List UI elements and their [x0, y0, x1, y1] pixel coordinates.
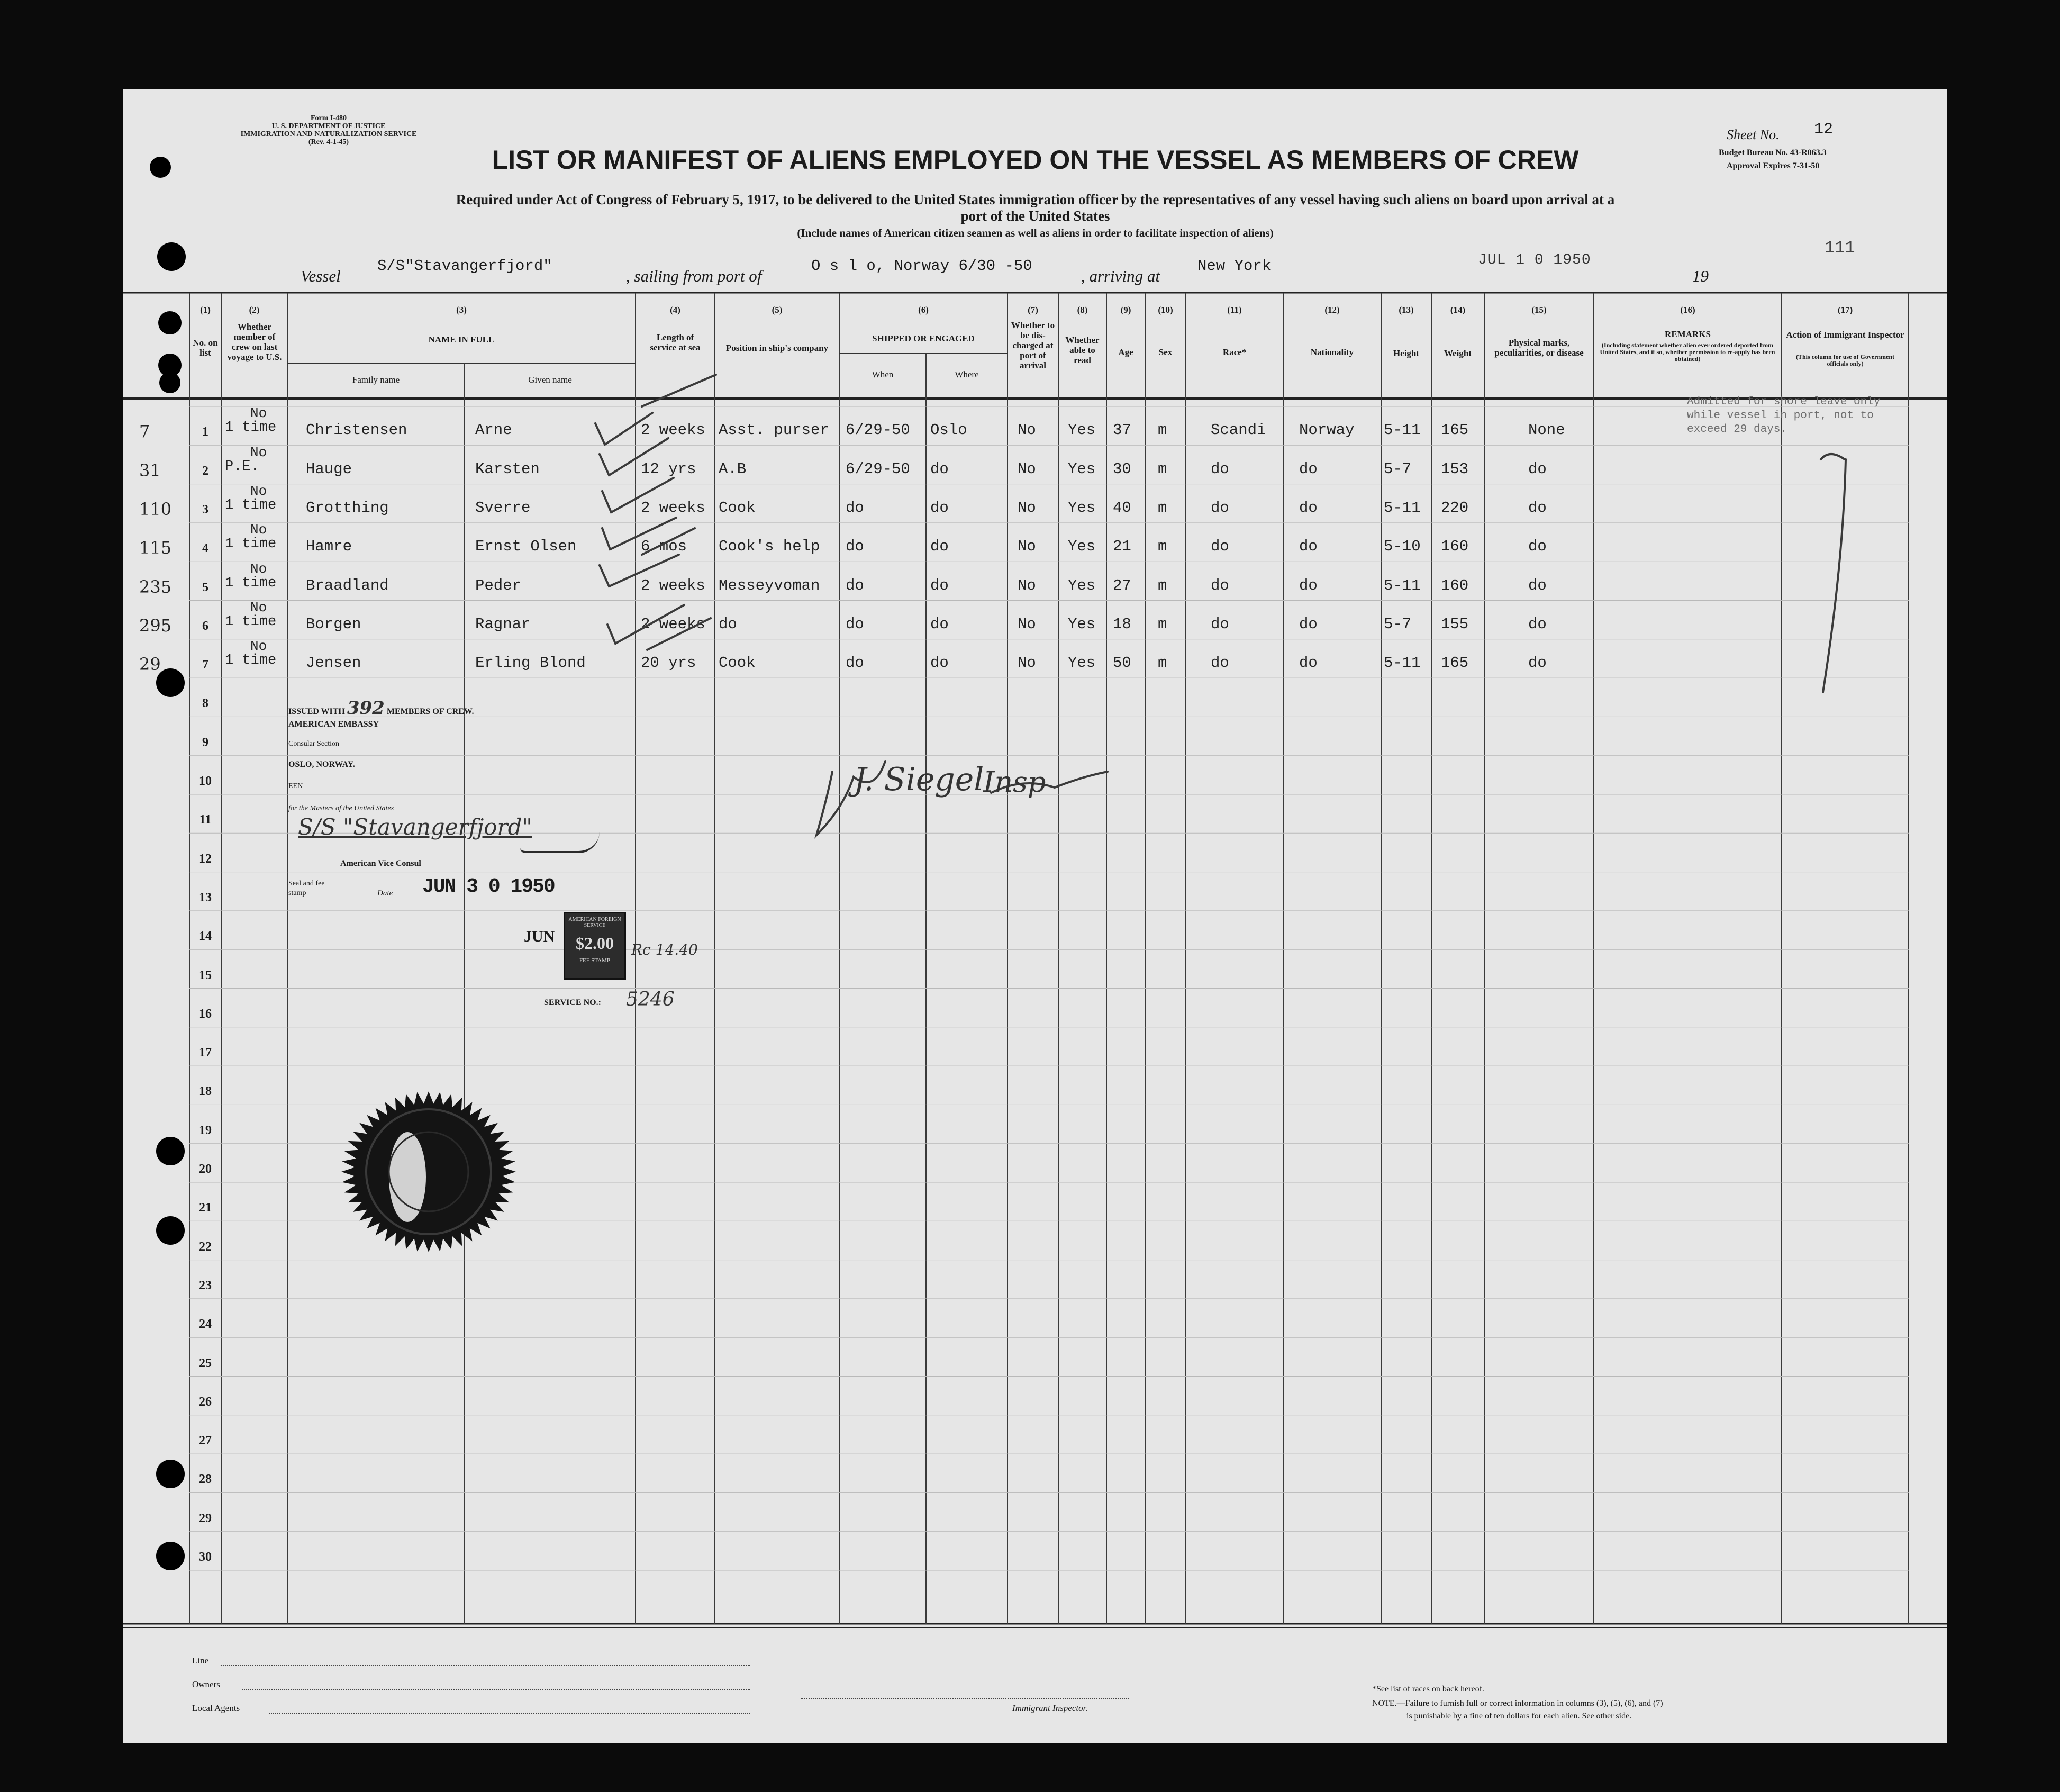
sex-cell: m [1158, 460, 1167, 478]
prev-voyage-line1: No [250, 483, 267, 499]
col17-number: (17) [1837, 305, 1853, 315]
position-cell: Asst. purser [719, 421, 829, 439]
shipped-when-cell: do [846, 654, 864, 672]
prev-voyage-line1: No [250, 444, 267, 460]
footer-owners-label: Owners [192, 1679, 220, 1689]
form-service: IMMIGRATION AND NATURALIZATION SERVICE [240, 130, 417, 138]
service-length-cell: 20 yrs [641, 654, 696, 672]
sex-cell: m [1158, 576, 1167, 594]
page-title: LIST OR MANIFEST OF ALIENS EMPLOYED ON THE VESSEL AS MEMBERS OF CREW [492, 145, 1579, 175]
row-number: 27 [199, 1434, 212, 1448]
discharged-cell: No [1018, 576, 1036, 594]
shipped-when-cell: do [846, 615, 864, 633]
row-number: 12 [199, 852, 212, 866]
weight-cell: 153 [1441, 460, 1469, 478]
age-cell: 18 [1113, 615, 1131, 633]
service-length-cell: 12 yrs [641, 460, 696, 478]
sheet-number: 12 [1814, 121, 1834, 139]
age-cell: 30 [1113, 460, 1131, 478]
col16-number: (16) [1680, 305, 1695, 315]
given-name-cell: Arne [475, 421, 512, 439]
weight-cell: 160 [1441, 576, 1469, 594]
nationality-cell: do [1299, 654, 1318, 672]
consular-section: Consular Section [288, 740, 340, 748]
col6-header: SHIPPED OR ENGAGED [872, 333, 975, 343]
row-number: 29 [199, 1511, 212, 1525]
form-revision: (Rev. 4-1-45) [308, 138, 349, 146]
consular-fragment: EEN [288, 782, 303, 790]
col10-number: (10) [1158, 305, 1173, 315]
nationality-cell: do [1299, 576, 1318, 594]
row-number: 28 [199, 1472, 212, 1487]
shipped-where-cell: do [930, 654, 949, 672]
consular-issued-text: ISSUED WITH [288, 707, 345, 716]
sheet-label: Sheet No. [1727, 127, 1780, 142]
col1-number: (1) [200, 305, 211, 315]
row-number: 18 [199, 1084, 212, 1099]
discharged-cell: No [1018, 421, 1036, 439]
physical-marks-cell: do [1528, 615, 1547, 633]
form-number: Form I-480 [310, 114, 347, 122]
sex-cell: m [1158, 654, 1167, 672]
margin-number: 7 [139, 421, 150, 442]
nationality-cell: do [1299, 615, 1318, 633]
weight-cell: 160 [1441, 538, 1469, 556]
col15-number: (15) [1531, 305, 1547, 315]
col14-number: (14) [1450, 305, 1466, 315]
row-number: 30 [199, 1550, 212, 1564]
footer-line-label: Line [192, 1655, 209, 1666]
row-number: 9 [202, 735, 208, 749]
family-name-cell: Jensen [306, 654, 361, 672]
col6-where-header: Where [955, 369, 979, 379]
position-cell: Cook's help [719, 538, 820, 556]
consular-embassy: AMERICAN EMBASSY [288, 720, 379, 729]
fee-stamp-bottom: FEE STAMP [579, 957, 611, 964]
col11-number: (11) [1227, 305, 1242, 315]
year-label: 19 [1692, 267, 1709, 285]
row-number: 25 [199, 1356, 212, 1370]
inspector-signature: J. Siegel [854, 761, 984, 798]
height-cell: 5-11 [1384, 576, 1421, 594]
col5-number: (5) [772, 305, 783, 315]
position-cell: Cook [719, 499, 756, 517]
subtitle-line2: port of the United States [960, 208, 1110, 224]
consular-city: OSLO, NORWAY. [288, 760, 355, 769]
can-read-cell: Yes [1068, 654, 1096, 672]
prev-voyage-line1: No [250, 560, 267, 577]
margin-number: 235 [139, 576, 172, 597]
col5-header: Position in ship's company [725, 343, 829, 353]
weight-cell: 165 [1441, 421, 1469, 439]
prev-voyage-line2: 1 time [225, 497, 277, 513]
col3-number: (3) [456, 305, 467, 315]
race-cell: Scandi [1211, 421, 1266, 439]
height-cell: 5-11 [1384, 654, 1421, 672]
remarks-stamp-line3: exceed 29 days. [1687, 423, 1787, 436]
service-number-label: SERVICE NO.: [544, 998, 601, 1007]
discharged-cell: No [1018, 615, 1036, 633]
service-length-cell: 6 mos [641, 538, 687, 556]
margin-number: 29 [139, 654, 161, 675]
col13-header: Height [1393, 348, 1420, 358]
col9-header: Age [1118, 347, 1133, 357]
position-cell: do [719, 615, 737, 633]
consular-masters: for the Masters of the United States [288, 804, 394, 812]
physical-marks-cell: do [1528, 460, 1547, 478]
weight-cell: 155 [1441, 615, 1469, 633]
remarks-stamp-line1: Admitted for shore leave only [1687, 396, 1881, 408]
footer-races-note: *See list of races on back hereof. [1372, 1685, 1484, 1694]
family-name-cell: Hamre [306, 538, 352, 556]
shipped-when-cell: do [846, 538, 864, 556]
footer-note-text: —Failure to furnish full or correct information in columns (3), (5), (6), and (7) [1396, 1699, 1663, 1708]
race-cell: do [1211, 538, 1229, 556]
inspector-signature-field [801, 1698, 1129, 1699]
subtitle-line1: Required under Act of Congress of February 5, 1917, to be delivered to the United States immigration officer by the representatives of any vessel having such aliens on board upon arrival at a [456, 192, 1615, 207]
consul-title: American Vice Consul [340, 859, 421, 868]
height-cell: 5-7 [1384, 460, 1412, 478]
margin-number: 110 [139, 499, 172, 519]
row-number: 17 [199, 1046, 212, 1060]
height-cell: 5-7 [1384, 615, 1412, 633]
shipped-when-cell: 6/29-50 [846, 421, 910, 439]
physical-marks-cell: do [1528, 576, 1547, 594]
budget-bureau: Budget Bureau No. 43-R063.3 [1719, 148, 1827, 157]
col1-header: No. on list [193, 338, 218, 358]
col13-number: (13) [1399, 305, 1414, 315]
family-name-cell: Braadland [306, 576, 389, 594]
shipped-where-cell: Oslo [930, 421, 967, 439]
col12-number: (12) [1324, 305, 1340, 315]
footer-owners-field [242, 1689, 750, 1690]
row-number: 6 [202, 619, 208, 633]
col11-header: Race* [1222, 347, 1247, 357]
consular-crew-count: 392 [347, 698, 385, 719]
prev-voyage-line2: P.E. [225, 458, 259, 475]
family-name-cell: Christensen [306, 421, 407, 439]
row-number: 8 [202, 696, 208, 711]
col2-number: (2) [249, 305, 260, 315]
row-number: 19 [199, 1123, 212, 1137]
consular-date-label: Date [377, 889, 393, 898]
discharged-cell: No [1018, 538, 1036, 556]
consular-line1 [288, 698, 474, 719]
sex-cell: m [1158, 499, 1167, 517]
shipped-where-cell: do [930, 499, 949, 517]
given-name-cell: Peder [475, 576, 522, 594]
row-number: 13 [199, 890, 212, 904]
consular-date: JUN 3 0 1950 [422, 875, 555, 898]
consul-signature-mark [520, 825, 600, 853]
consular-members-text: MEMBERS OF CREW. [386, 707, 474, 716]
prev-voyage-line1: No [250, 405, 267, 422]
col4-number: (4) [670, 305, 680, 315]
service-length-cell: 2 weeks [641, 421, 705, 439]
family-name-cell: Hauge [306, 460, 352, 478]
height-cell: 5-11 [1384, 421, 1421, 439]
sex-cell: m [1158, 421, 1167, 439]
shipped-when-cell: do [846, 576, 864, 594]
prev-voyage-line2: 1 time [225, 653, 277, 669]
service-length-cell: 2 weeks [641, 576, 705, 594]
row-number: 23 [199, 1278, 212, 1292]
col16-header: REMARKS [1665, 329, 1711, 339]
position-cell: Cook [719, 654, 756, 672]
footer-inspector-label: Immigrant Inspector. [1012, 1703, 1088, 1713]
departure-port: O s l o, Norway 6/30 -50 [811, 257, 1032, 275]
given-name-cell: Ernst Olsen [475, 538, 577, 556]
manifest-page [123, 89, 1947, 1743]
consular-vessel-handwritten: S/S "Stavangerfjord" [298, 814, 532, 840]
fee-stamp-prefix: JUN [524, 928, 555, 945]
form-department: U. S. DEPARTMENT OF JUSTICE [271, 122, 386, 130]
height-cell: 5-10 [1384, 538, 1421, 556]
col3-header: NAME IN FULL [428, 334, 495, 345]
row-number: 22 [199, 1239, 212, 1254]
row-number: 1 [202, 425, 208, 439]
prev-voyage-line1: No [250, 599, 267, 616]
shipped-where-cell: do [930, 538, 949, 556]
form-grid [123, 89, 1947, 1743]
age-cell: 21 [1113, 538, 1131, 556]
col7-number: (7) [1028, 305, 1038, 315]
arrival-port: New York [1197, 257, 1272, 275]
nationality-cell: Norway [1299, 421, 1355, 439]
col15-header: Physical marks, peculiarities, or disease [1494, 338, 1584, 358]
given-name-cell: Sverre [475, 499, 531, 517]
age-cell: 50 [1113, 654, 1131, 672]
shipped-when-cell: 6/29-50 [846, 460, 910, 478]
vessel-name: S/S"Stavangerfjord" [377, 257, 552, 275]
row-number: 3 [202, 502, 208, 517]
can-read-cell: Yes [1068, 576, 1096, 594]
fee-stamp [564, 912, 626, 980]
position-cell: A.B [719, 460, 747, 478]
physical-marks-cell: do [1528, 654, 1547, 672]
footer-note-label: NOTE. [1372, 1699, 1397, 1708]
shipped-when-cell: do [846, 499, 864, 517]
row-number: 20 [199, 1162, 212, 1176]
footer-line-field [221, 1665, 750, 1666]
footer-note-line2: is punishable by a fine of ten dollars for each alien. See other side. [1406, 1712, 1632, 1721]
age-cell: 37 [1113, 421, 1131, 439]
fee-stamp-top: AMERICAN FOREIGN SERVICE [568, 917, 621, 928]
corner-mark: 111 [1825, 238, 1855, 258]
shipped-where-cell: do [930, 576, 949, 594]
inspector-initials: Insp [983, 765, 1046, 799]
prev-voyage-line2: 1 time [225, 536, 277, 553]
sailing-label: , sailing from port of [626, 267, 762, 285]
height-cell: 5-11 [1384, 499, 1421, 517]
shipped-where-cell: do [930, 460, 949, 478]
row-number: 11 [199, 813, 212, 827]
vessel-label: Vessel [301, 267, 341, 285]
col8-number: (8) [1077, 305, 1088, 315]
col10-header: Sex [1158, 347, 1173, 357]
family-name-cell: Borgen [306, 615, 361, 633]
race-cell: do [1211, 499, 1229, 517]
race-cell: do [1211, 460, 1229, 478]
col4-header: Length of service at sea [650, 332, 701, 352]
fee-stamp-value: $2.00 [576, 934, 614, 953]
nationality-cell: do [1299, 538, 1318, 556]
service-number: 5246 [626, 989, 675, 1010]
can-read-cell: Yes [1068, 460, 1096, 478]
row-number: 2 [202, 464, 208, 478]
given-name-cell: Ragnar [475, 615, 531, 633]
col17-header: Action of Immigrant Inspector [1786, 330, 1904, 340]
footer-agents-field [269, 1713, 750, 1714]
row-number: 5 [202, 580, 208, 594]
row-number: 10 [199, 774, 212, 788]
prev-voyage-line1: No [250, 638, 267, 655]
footer-note-line1 [1372, 1699, 1663, 1708]
discharged-cell: No [1018, 654, 1036, 672]
margin-number: 31 [139, 460, 161, 481]
can-read-cell: Yes [1068, 421, 1096, 439]
sex-cell: m [1158, 538, 1167, 556]
prev-voyage-line1: No [250, 522, 267, 538]
col9-number: (9) [1120, 305, 1131, 315]
family-name-cell: Grotthing [306, 499, 389, 517]
row-number: 21 [199, 1201, 212, 1215]
col8-header: Whether able to read [1065, 335, 1100, 365]
col2-header: Whether member of crew on last voyage to U.S. [227, 322, 282, 362]
weight-cell: 220 [1441, 499, 1469, 517]
col6-when-header: When [872, 369, 894, 379]
physical-marks-cell: do [1528, 538, 1547, 556]
margin-number: 295 [139, 615, 172, 636]
can-read-cell: Yes [1068, 615, 1096, 633]
subtitle-line3: (Include names of American citizen seamen as well as aliens in order to facilitate inspection of aliens) [797, 227, 1274, 239]
col12-header: Nationality [1310, 347, 1354, 357]
age-cell: 40 [1113, 499, 1131, 517]
col3-family-header: Family name [352, 375, 400, 385]
row-number: 15 [199, 968, 212, 982]
prev-voyage-line2: 1 time [225, 420, 277, 436]
col3-given-header: Given name [528, 375, 572, 385]
service-length-cell: 2 weeks [641, 499, 705, 517]
nationality-cell: do [1299, 460, 1318, 478]
service-length-cell: 2 weeks [641, 615, 705, 633]
prev-voyage-line2: 1 time [225, 613, 277, 630]
given-name-cell: Erling Blond [475, 654, 586, 672]
physical-marks-cell: None [1528, 421, 1565, 439]
weight-cell: 165 [1441, 654, 1469, 672]
can-read-cell: Yes [1068, 499, 1096, 517]
arriving-label: , arriving at [1081, 267, 1160, 285]
col6-number: (6) [918, 305, 929, 315]
age-cell: 27 [1113, 576, 1131, 594]
col14-header: Weight [1444, 348, 1472, 358]
col7-header: Whether to be dis- charged at port of arrival [1011, 320, 1055, 370]
race-cell: do [1211, 654, 1229, 672]
race-cell: do [1211, 615, 1229, 633]
discharged-cell: No [1018, 499, 1036, 517]
nationality-cell: do [1299, 499, 1318, 517]
given-name-cell: Karsten [475, 460, 540, 478]
prev-voyage-line2: 1 time [225, 575, 277, 591]
consular-seal-label: Seal and fee stamp [288, 880, 325, 897]
physical-marks-cell: do [1528, 499, 1547, 517]
approval-expires: Approval Expires 7-31-50 [1727, 161, 1820, 170]
footer-agents-label: Local Agents [192, 1703, 240, 1713]
fee-note: Rc 14.40 [631, 941, 698, 958]
col17-subheader: (This column for use of Government officials only) [1795, 353, 1895, 367]
remarks-stamp-line2: while vessel in port, not to [1687, 410, 1874, 422]
col16-subheader: (Including statement whether alien ever ordered deported from United States, and if so, whether permission to re-apply has been obtained) [1600, 341, 1775, 363]
can-read-cell: Yes [1068, 538, 1096, 556]
row-number: 26 [199, 1395, 212, 1409]
row-number: 4 [202, 541, 208, 556]
arrival-date-stamp: JUL 1 0 1950 [1478, 252, 1591, 268]
row-number: 24 [199, 1317, 212, 1332]
shipped-where-cell: do [930, 615, 949, 633]
row-number: 14 [199, 929, 212, 944]
position-cell: Messeyvoman [719, 576, 820, 594]
discharged-cell: No [1018, 460, 1036, 478]
race-cell: do [1211, 576, 1229, 594]
row-number: 7 [202, 658, 208, 672]
row-number: 16 [199, 1007, 212, 1021]
margin-number: 115 [139, 538, 172, 558]
sex-cell: m [1158, 615, 1167, 633]
